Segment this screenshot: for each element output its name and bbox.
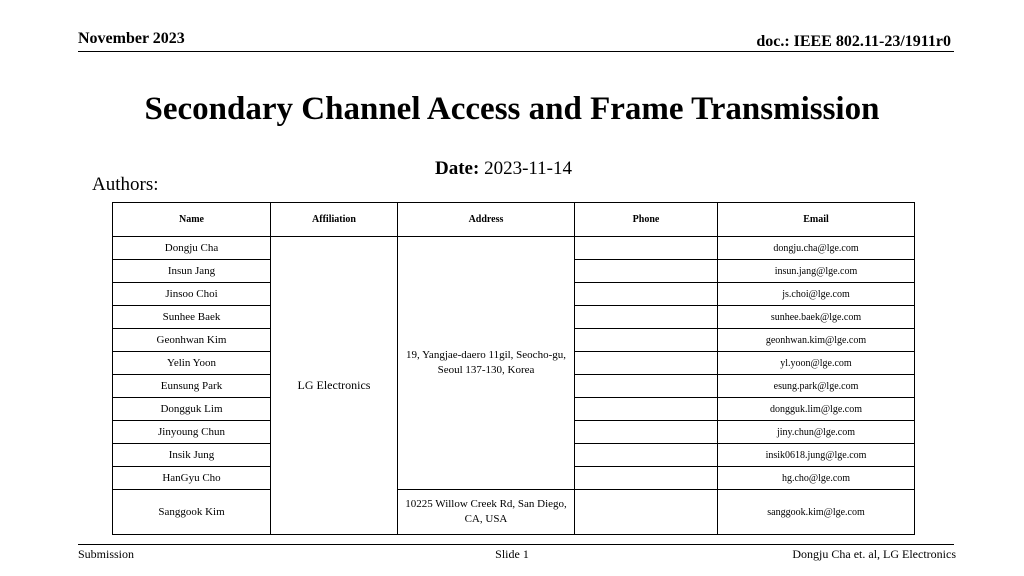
authors-label: Authors: [92,174,159,195]
author-email: dongguk.lim@lge.com [718,398,915,421]
phone-cell [575,490,718,535]
author-name: Dongguk Lim [113,398,271,421]
column-header-phone: Phone [575,203,718,237]
author-email: insun.jang@lge.com [718,260,915,283]
slide-title: Secondary Channel Access and Frame Transmission [144,91,880,127]
footer-divider [78,544,954,545]
table-row [113,490,915,535]
author-name: Sunhee Baek [113,306,271,329]
table-row [113,237,915,260]
author-email: esung.park@lge.com [718,375,915,398]
author-name: Insik Jung [113,444,271,467]
footer-submission: Submission [78,547,135,561]
date-line [435,158,572,180]
author-email: jiny.chun@lge.com [718,421,915,444]
phone-cell [575,444,718,467]
address-cell-san-diego: 10225 Willow Creek Rd, San Diego, CA, USA [398,490,575,535]
header-date: November 2023 [78,30,185,47]
phone-cell [575,237,718,260]
author-email: hg.cho@lge.com [718,467,915,490]
author-name: Eunsung Park [113,375,271,398]
author-email: js.choi@lge.com [718,283,915,306]
affiliation-cell: LG Electronics [271,237,398,535]
author-name: Sanggook Kim [113,490,271,535]
column-header-affiliation: Affiliation [271,203,398,237]
phone-cell [575,398,718,421]
author-name: Geonhwan Kim [113,329,271,352]
column-header-address: Address [398,203,575,237]
address-cell-seoul: 19, Yangjae-daero 11gil, Seocho-gu, Seoul 137-130, Korea [398,237,575,490]
phone-cell [575,352,718,375]
column-header-name: Name [113,203,271,237]
header-doc-id: doc.: IEEE 802.11-23/1911r0 [756,33,951,50]
authors-table [112,202,915,535]
footer-authors: Dongju Cha et. al, LG Electronics [792,547,956,561]
author-email: sunhee.baek@lge.com [718,306,915,329]
author-email: dongju.cha@lge.com [718,237,915,260]
author-name: HanGyu Cho [113,467,271,490]
author-name: Dongju Cha [113,237,271,260]
phone-cell [575,306,718,329]
footer-slide-number: Slide 1 [495,547,529,561]
phone-cell [575,329,718,352]
phone-cell [575,375,718,398]
header-divider [78,51,954,52]
author-email: sanggook.kim@lge.com [718,490,915,535]
date-label: Date: [435,158,480,179]
author-email: insik0618.jung@lge.com [718,444,915,467]
phone-cell [575,260,718,283]
author-name: Yelin Yoon [113,352,271,375]
author-name: Insun Jang [113,260,271,283]
column-header-email: Email [718,203,915,237]
phone-cell [575,421,718,444]
table-header-row [113,203,915,237]
phone-cell [575,467,718,490]
author-email: geonhwan.kim@lge.com [718,329,915,352]
author-name: Jinyoung Chun [113,421,271,444]
author-name: Jinsoo Choi [113,283,271,306]
phone-cell [575,283,718,306]
date-value: 2023-11-14 [484,158,573,179]
author-email: yl.yoon@lge.com [718,352,915,375]
